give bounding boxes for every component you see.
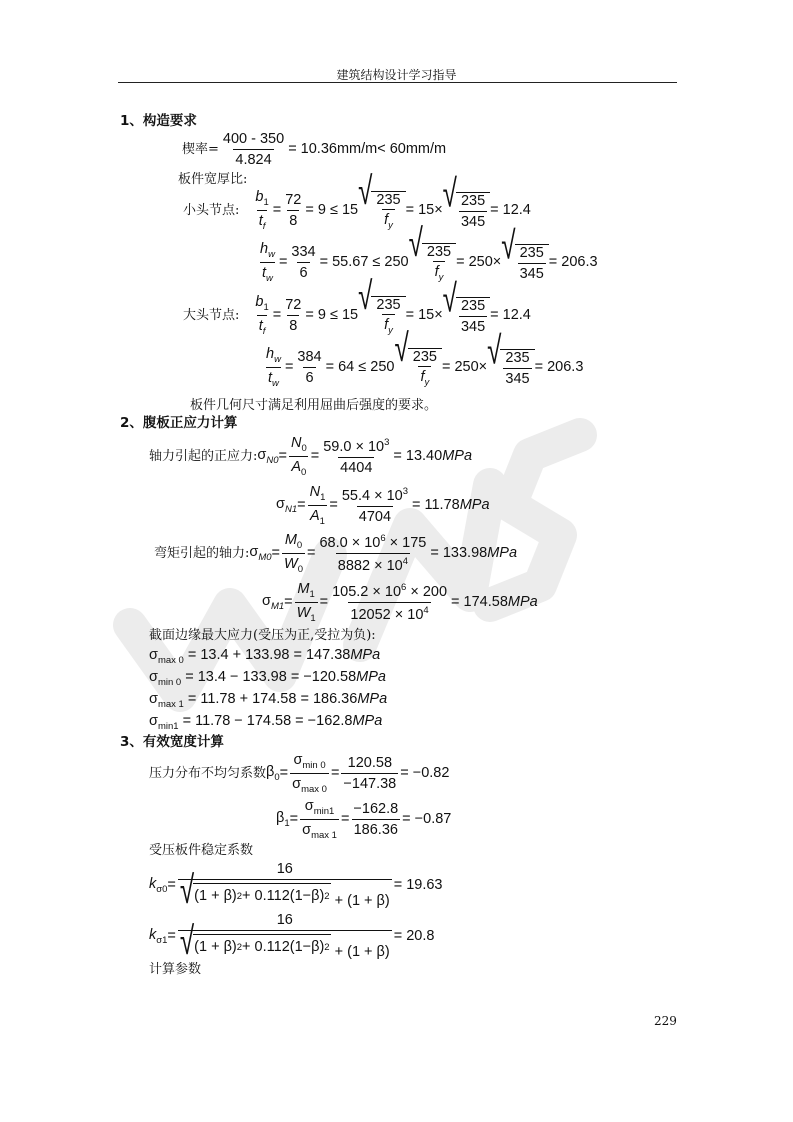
sM0-num-b: × 175 <box>385 535 427 551</box>
var-b2: b <box>255 294 264 310</box>
num-235f: 235 <box>460 298 486 314</box>
b0-num: 120.58 <box>347 755 393 771</box>
b1-den: 186.36 <box>352 819 400 838</box>
smax0-value: = 13.4 + 133.98 = 147.38 <box>187 647 351 663</box>
num-235d: 235 <box>519 245 544 261</box>
smax1-value: = 11.78 + 174.58 = 186.36 <box>187 691 358 707</box>
result-206-3b: = 206.3 <box>534 359 584 376</box>
sN0-num: 59.0 × 10 <box>323 439 385 455</box>
section-title-1: 1、构造要求 <box>120 113 197 129</box>
den-8b: 8 <box>287 315 299 334</box>
page-number: 229 <box>654 1014 677 1028</box>
num-72b: 72 <box>285 297 302 313</box>
smin0-value: = 13.4 − 133.98 = −120.58 <box>185 669 357 685</box>
sN0-result: = 13.40 <box>393 448 443 465</box>
b1-num: −162.8 <box>353 801 399 817</box>
unit-mpa-7: MPa <box>357 691 388 707</box>
times-15b: = 15× <box>405 307 443 324</box>
k0-num: 16 <box>276 861 293 877</box>
sN0-den: 4404 <box>338 457 374 476</box>
small-node-flange-eq: 小头节点: $\frac{b_1}{t_f}$ = $\frac{72}{8}$ = 9 ≤ 15 √ $\frac{235}{f_y}$ = 15× √ $\frac{235}{345}$ = 12.4 <box>183 167 531 232</box>
sM0-num-exp: 6 <box>380 533 386 544</box>
sN1-den: 4704 <box>357 506 393 525</box>
result-206-3: = 206.3 <box>548 254 598 271</box>
conclusion-1: 板件几何尺寸满足利用屈曲后强度的要求。 <box>190 398 438 413</box>
sM1-num-b: × 200 <box>406 584 448 600</box>
unit-mpa-1: MPa <box>442 448 473 465</box>
smin1-value: = 11.78 − 174.58 = −162.8 <box>182 713 353 729</box>
b1-result: = −0.87 <box>402 811 452 828</box>
var-f2: f <box>434 264 439 280</box>
var-f: f <box>384 212 389 228</box>
num-235b: 235 <box>460 193 486 209</box>
unit-mpa-5: MPa <box>350 647 381 663</box>
b0-result: = −0.82 <box>400 765 450 782</box>
smax1-eq: $\sigma_{max 1} = 11.78 + 174.58 = 186.36MPa$ <box>149 691 388 710</box>
slope-denominator: 4.824 <box>233 149 273 168</box>
var-t: t <box>258 212 263 229</box>
sM1-num-exp: 6 <box>401 582 407 593</box>
large-node-label: 大头节点: <box>183 308 240 323</box>
den-345: 345 <box>459 211 487 230</box>
k1-num: 16 <box>276 912 293 928</box>
sigma-M0-eq: 弯矩引起的轴力: $\sigma_{M0}$ = $\frac{M_0}{W_0}$ = $\frac{68.0 \times 10^6 \times 175}{8882 \times 10^4}$ = 133.98 MPa <box>154 532 518 575</box>
le-9b: = 9 ≤ 15 <box>305 307 359 324</box>
edge-stress-label: 截面边缘最大应力(受压为正,受拉为负): <box>149 628 376 643</box>
large-node-flange-eq: 大头节点: $\frac{b_1}{t_f}$ = $\frac{72}{8}$ = 9 ≤ 15 √ $\frac{235}{f_y}$ = 15× √ $\frac{235}{345}$ = 12.4 <box>183 272 531 337</box>
slope-label: 楔率= <box>182 142 219 157</box>
small-node-label: 小头节点: <box>183 203 240 218</box>
var-b: b <box>255 189 264 205</box>
k1-result: = 20.8 <box>393 928 435 944</box>
calc-params-label: 计算参数 <box>149 962 202 977</box>
k-sigma0-eq: $k_{\sigma 0}$ = 16 √ (1 + β) 2 + 0.112(1−β) 2 + (1 + β) = 19.63 <box>149 861 443 912</box>
den-6: 6 <box>297 262 309 281</box>
k-label: 受压板件稳定系数 <box>149 843 254 858</box>
width-thickness-label: 板件宽厚比: <box>178 172 248 187</box>
num-235e: 235 <box>376 296 401 313</box>
sM0-den-a: 8882 × 10 <box>337 557 403 574</box>
num-384: 384 <box>297 349 322 365</box>
den-345b: 345 <box>518 263 546 282</box>
smin1-eq: $\sigma_{min1} = 11.78 - 174.58 = -162.8MPa$ <box>149 713 383 732</box>
var-h: h <box>260 241 269 257</box>
var-t2: t <box>258 317 263 334</box>
var-tw2: t <box>268 369 273 386</box>
times-250: = 250× <box>456 254 502 271</box>
num-235c: 235 <box>426 243 452 260</box>
unit-mpa-3: MPa <box>487 545 518 562</box>
den-6b: 6 <box>303 367 315 386</box>
den-345c: 345 <box>459 316 487 335</box>
num-235h: 235 <box>505 350 530 366</box>
sM1-result: = 174.58 <box>451 594 508 611</box>
header-rule <box>118 82 677 83</box>
den-8: 8 <box>287 210 299 229</box>
running-header: 建筑结构设计学习指导 <box>336 68 457 82</box>
le-55-67: = 55.67 ≤ 250 <box>319 254 409 271</box>
b0-den: −147.38 <box>341 773 398 792</box>
slope-equation <box>182 132 446 167</box>
times-15: = 15× <box>405 202 443 219</box>
sM1-den-a: 12052 × 10 <box>350 606 424 623</box>
axial-label: 轴力引起的正应力: <box>149 449 258 464</box>
num-235g: 235 <box>412 348 437 365</box>
sM0-num-a: 68.0 × 10 <box>319 535 381 551</box>
sigma-N0-eq: 轴力引起的正应力: $\sigma_{N0}$ = $\frac{N_0}{A_0}$ = $\frac{59.0 \times 10^3}{4404}$ = 13.40 MPa <box>149 435 473 478</box>
moment-label: 弯矩引起的轴力: <box>154 546 250 561</box>
unit-mpa-8: MPa <box>352 713 383 729</box>
unit-mpa-2: MPa <box>459 497 490 514</box>
var-h2: h <box>266 346 275 362</box>
sM1-num-a: 105.2 × 10 <box>332 584 402 600</box>
beta0-eq: 压力分布不均匀系数 $\beta_0$ = $\frac{\sigma_{min 0}}{\sigma_{max 0}}$ = $\frac{120.58}{-147.38}$ = −0.82 <box>149 752 450 795</box>
num-334: 334 <box>291 244 316 260</box>
var-tw: t <box>262 264 267 281</box>
large-node-web-eq: $\frac{h_w}{t_w}$ = $\frac{384}{6}$ = 64 ≤ 250 √ $\frac{235}{f_y}$ = 250× √ $\frac{235}{345}$ = 206.3 <box>266 324 584 389</box>
section-title-2: 2、腹板正应力计算 <box>120 415 238 431</box>
le-64: = 64 ≤ 250 <box>325 359 395 376</box>
beta-label: 压力分布不均匀系数 <box>149 766 267 781</box>
unit-mpa-4: MPa <box>507 594 538 611</box>
sN1-num: 55.4 × 10 <box>341 488 403 504</box>
sigma-M1-eq: $\sigma_{M1}$ = $\frac{M_1}{W_1}$ = $\frac{105.2 \times 10^6 \times 200}{12052 \times 10^4}$ = 174.58 MPa <box>262 581 538 624</box>
num-235: 235 <box>376 191 401 208</box>
var-f4: f <box>420 369 425 385</box>
result-12-4: = 12.4 <box>490 202 531 219</box>
sN1-result: = 11.78 <box>412 497 460 514</box>
k-sigma1-eq: $k_{\sigma 1}$ = 16 √ (1 + β) 2 + 0.112(1−β) 2 + (1 + β) = 20.8 <box>149 912 435 963</box>
sM0-result: = 133.98 <box>430 545 488 562</box>
slope-numerator: 400 - 350 <box>222 131 285 147</box>
smin0-eq: $\sigma_{min 0} = 13.4 - 133.98 = -120.58MPa$ <box>149 669 386 688</box>
k0-result: = 19.63 <box>393 877 443 893</box>
sM0-den-exp: 4 <box>402 555 409 567</box>
result-12-4b: = 12.4 <box>490 307 531 324</box>
sM1-den-exp: 4 <box>423 604 429 616</box>
section-title-3: 3、有效宽度计算 <box>120 734 224 750</box>
den-345d: 345 <box>503 368 531 387</box>
sN0-exp: 3 <box>384 437 390 448</box>
times-250b: = 250× <box>441 359 488 376</box>
sN1-exp: 3 <box>402 486 408 497</box>
le-9: = 9 ≤ 15 <box>305 202 359 219</box>
sigma-N1-eq: $\sigma_{N1}$ = $\frac{N_1}{A_1}$ = $\frac{55.4 \times 10^3}{4704}$ = 11.78 MPa <box>276 484 490 527</box>
num-72: 72 <box>285 192 302 208</box>
var-f3: f <box>384 317 389 333</box>
unit-mpa-6: MPa <box>356 669 386 685</box>
slope-result: = 10.36mm/m< 60mm/m <box>288 141 447 158</box>
beta1-eq: $\beta_1$ = $\frac{\sigma_{min1}}{\sigma_{max 1}}$ = $\frac{-162.8}{186.36}$ = −0.87 <box>276 798 452 841</box>
small-node-web-eq: $\frac{h_w}{t_w}$ = $\frac{334}{6}$ = 55.67 ≤ 250 √ $\frac{235}{f_y}$ = 250× √ $\frac{235}{345}$ = 206.3 <box>260 219 598 284</box>
smax0-eq: $\sigma_{max 0} = 13.4 + 133.98 = 147.38MPa$ <box>149 647 381 666</box>
